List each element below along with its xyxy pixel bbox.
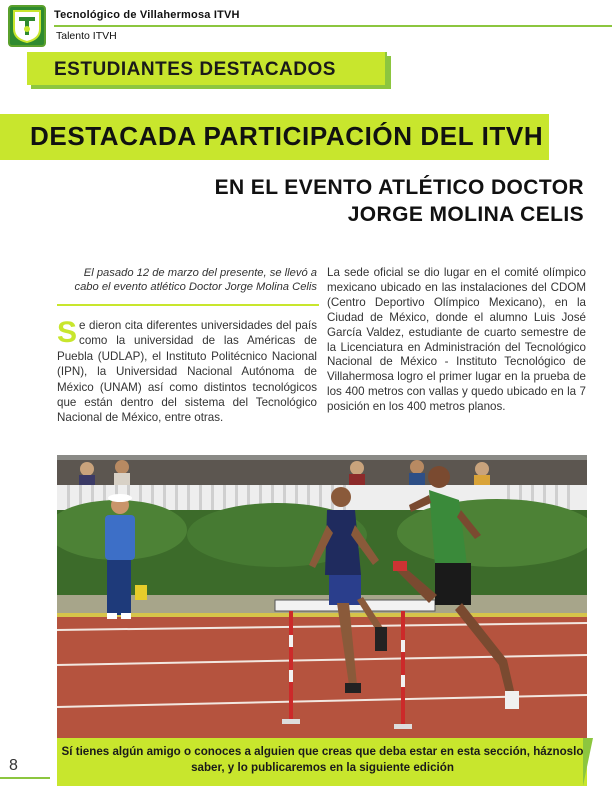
header-divider xyxy=(54,25,612,27)
article-left-column xyxy=(57,318,317,426)
hurdle-race-photo xyxy=(57,455,587,740)
left-column-text: e dieron cita diferentes universidades del país como la universidad de las Américas de Puebla (UDLAP), el Instituto Politécnico Nacional (IPN), la Universidad Nacional Autónoma de México (UNAM) así como distintos tecnológicos que están dentro del sistema del Tecnológico Nacional de México, entre otras. xyxy=(57,319,317,425)
footer-message: Sí tienes algún amigo o conoces a alguien que creas que deba estar en esta sección, háznoslo saber, y lo publicaremos en la siguiente edición xyxy=(61,745,584,774)
section-label: ESTUDIANTES DESTACADOS xyxy=(54,59,336,80)
itvh-logo-icon xyxy=(8,5,46,47)
dropcap: S xyxy=(57,316,78,349)
subtitle-line-2: JORGE MOLINA CELIS xyxy=(347,203,584,226)
article-right-column: La sede oficial se dio lugar en el comité olímpico mexicano ubicado en las instalaciones del CDOM (Centro Deportivo Olímpico Mexicano), en la Ciudad de México, donde el alumno Luis José García Valdez, estudiante de cuarto semestre de la Licenciatura en Administración del Tecnológico Nacional de México - Instituto Tecnológico de Villahermosa logro el primer lugar en la prueba de los 400 metros con vallas y quedo ubicado en la 7 posición en los 400 metros planos. xyxy=(327,266,586,414)
race-photo-illustration xyxy=(57,455,587,740)
lead-divider xyxy=(57,304,319,306)
header-institution: Tecnológico de Villahermosa ITVH xyxy=(54,9,240,21)
shield-icon xyxy=(12,9,42,43)
article-lead: El pasado 12 de marzo del presente, se llevó a cabo el evento atlético Doctor Jorge Molina Celis xyxy=(74,267,317,293)
article-subtitle xyxy=(215,174,584,228)
page-number: 8 xyxy=(9,757,18,774)
header-subsection: Talento ITVH xyxy=(56,30,117,42)
page-number-rule xyxy=(0,777,50,779)
article-title: DESTACADA PARTICIPACIÓN DEL ITVH xyxy=(30,121,544,151)
subtitle-line-1: EN EL EVENTO ATLÉTICO DOCTOR xyxy=(214,176,584,199)
